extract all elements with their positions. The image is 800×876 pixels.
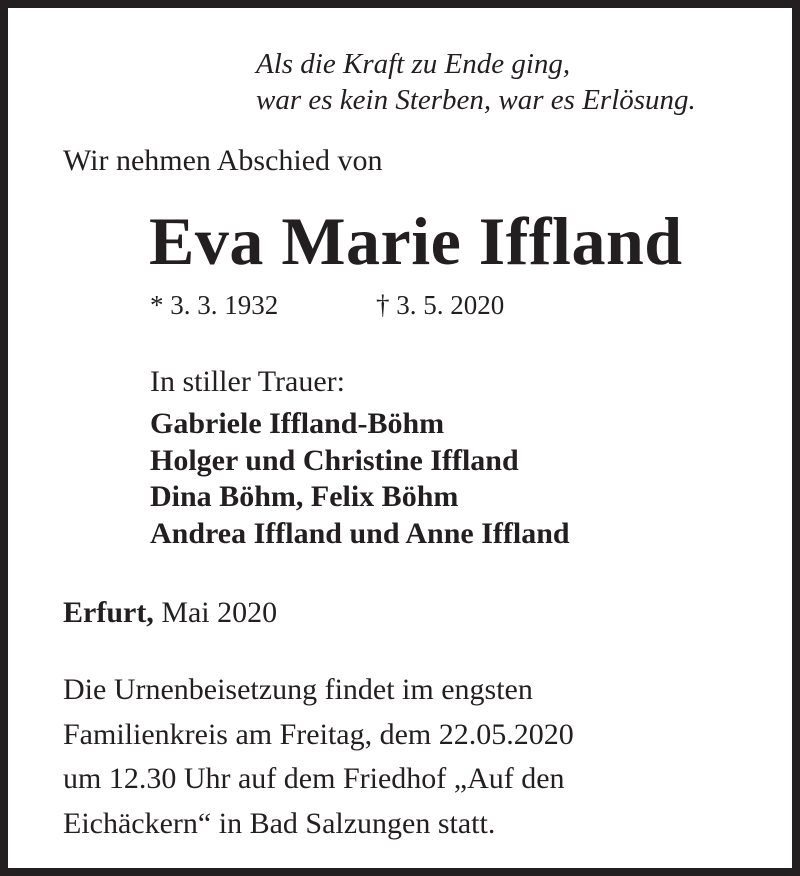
death-date: † 3. 5. 2020 bbox=[376, 290, 505, 320]
mourner-name: Gabriele Iffland-Böhm bbox=[150, 407, 445, 440]
deceased-name: Eva Marie Iffland bbox=[149, 203, 683, 279]
mourner-name: Andrea Iffland und Anne Iffland bbox=[150, 516, 570, 550]
intro-text: Wir nehmen Abschied von bbox=[63, 144, 383, 177]
burial-line: Eichäckern“ in Bad Salzungen statt. bbox=[63, 806, 496, 840]
mourning-label: In stiller Trauer: bbox=[150, 365, 345, 398]
motto-verse bbox=[256, 46, 696, 118]
birth-date: * 3. 3. 1932 bbox=[150, 290, 279, 320]
burial-line: Die Urnenbeisetzung findet im engsten bbox=[63, 673, 533, 706]
burial-line: um 12.30 Uhr auf dem Friedhof „Auf den bbox=[63, 762, 565, 795]
mourner-name: Dina Böhm, Felix Böhm bbox=[150, 480, 459, 513]
motto-line: war es kein Sterben, war es Erlösung. bbox=[256, 84, 696, 116]
burial-line: Familienkreis am Freitag, dem 22.05.2020 bbox=[63, 717, 574, 751]
notice-date: Mai 2020 bbox=[161, 596, 278, 629]
mourners-list bbox=[150, 406, 570, 552]
motto-line: Als die Kraft zu Ende ging, bbox=[256, 48, 571, 80]
mourner-name: Holger und Christine Iffland bbox=[150, 443, 519, 477]
place-and-date bbox=[63, 594, 277, 632]
place-city: Erfurt, bbox=[63, 596, 154, 629]
life-dates bbox=[150, 288, 505, 322]
burial-info bbox=[63, 668, 574, 846]
